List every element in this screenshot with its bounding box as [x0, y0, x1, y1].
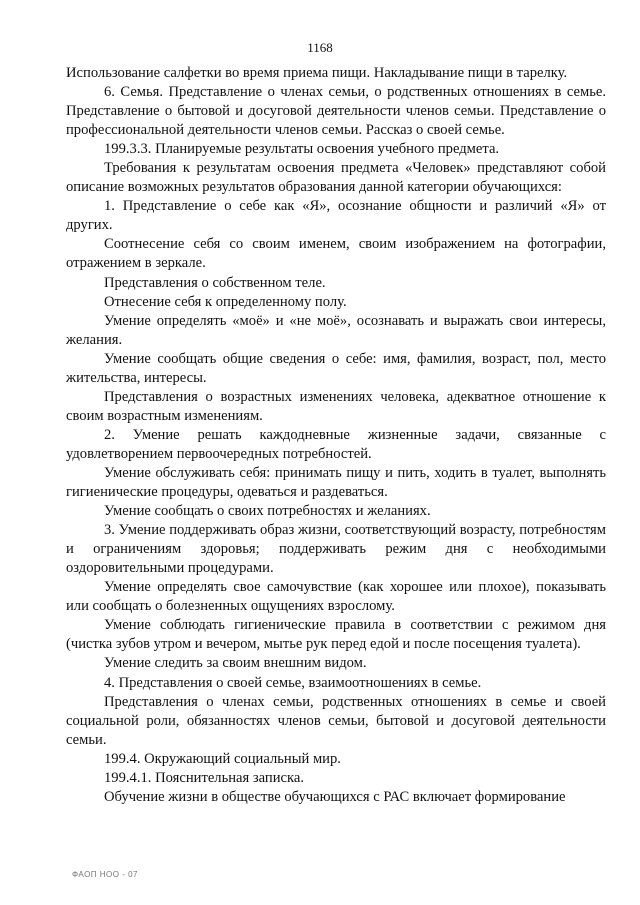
paragraph-12: 2. Умение решать каждодневные жизненные задачи, связанные с удовлетворением первоочередных потребностей.: [66, 426, 606, 462]
paragraph-1: Использование салфетки во время приема пищи. Накладывание пищи в тарелку.: [66, 65, 568, 81]
paragraph-5: 1. Представление о себе как «Я», осознание общности и различий «Я» от других.: [66, 198, 606, 234]
paragraph-21: 199.4. Окружающий социальный мир.: [104, 750, 341, 767]
footer-mark: ФАОП НОО - 07: [72, 870, 138, 879]
paragraph-18: Умение следить за своим внешним видом.: [104, 655, 367, 672]
paragraph-13: Умение обслуживать себя: принимать пищу и пить, ходить в туалет, выполнять гигиенические процедуры, одеваться и раздеваться.: [66, 464, 606, 501]
paragraph-17: Умение соблюдать гигиенические правила в соответствии с режимом дня (чистка зубов утром и вечером, мытье рук перед едой и после посещения туалета).: [66, 617, 606, 653]
paragraph-9: Умение определять «моё» и «не моё», осознавать и выражать свои интересы, желания.: [66, 312, 606, 348]
paragraph-3: 199.3.3. Планируемые результаты освоения учебного предмета.: [104, 141, 500, 158]
page-number: 1168: [307, 40, 333, 55]
paragraph-15: 3. Умение поддерживать образ жизни, соответствующий возрасту, потребностям и ограничениям здоровья; поддерживать режим дня с необходимыми оздоровительными процедурами.: [66, 522, 606, 577]
paragraph-11: Представления о возрастных изменениях человека, адекватное отношение к своим возрастным изменениям.: [66, 388, 606, 424]
paragraph-20: Представления о членах семьи, родственных отношениях в семье и своей социальной роли, обязанностях членов семьи, бытовой и досуговой деятельности семьи.: [66, 693, 606, 748]
paragraph-19: 4. Представления о своей семье, взаимоотношениях в семье.: [104, 674, 482, 691]
paragraph-6: Соотнесение себя со своим именем, своим изображением на фотографии, отражением в зеркале.: [66, 236, 606, 272]
paragraph-7: Представления о собственном теле.: [104, 274, 326, 291]
paragraph-14: Умение сообщать о своих потребностях и желаниях.: [104, 503, 431, 520]
paragraph-10: Умение сообщать общие сведения о себе: имя, фамилия, возраст, пол, место жительства, интересы.: [66, 350, 606, 386]
paragraph-4: Требования к результатам освоения предмета «Человек» представляют собой описание возможных результатов образования данной категории обучающихся:: [66, 160, 606, 196]
document-body: [66, 64, 606, 807]
paragraph-16: Умение определять свое самочувствие (как хорошее или плохое), показывать или сообщать о болезненных ощущениях взрослому.: [66, 579, 606, 615]
paragraph-8: Отнесение себя к определенному полу.: [104, 293, 347, 310]
paragraph-23: Обучение жизни в обществе обучающихся с РАС включает формирование: [104, 788, 566, 805]
paragraph-2: 6. Семья. Представление о членах семьи, о родственных отношениях в семье. Представление о бытовой и досуговой деятельности членов семьи. Представление о профессиональной деятельности членов семьи. Рассказ о своей семье.: [66, 84, 606, 139]
paragraph-22: 199.4.1. Пояснительная записка.: [104, 769, 305, 786]
